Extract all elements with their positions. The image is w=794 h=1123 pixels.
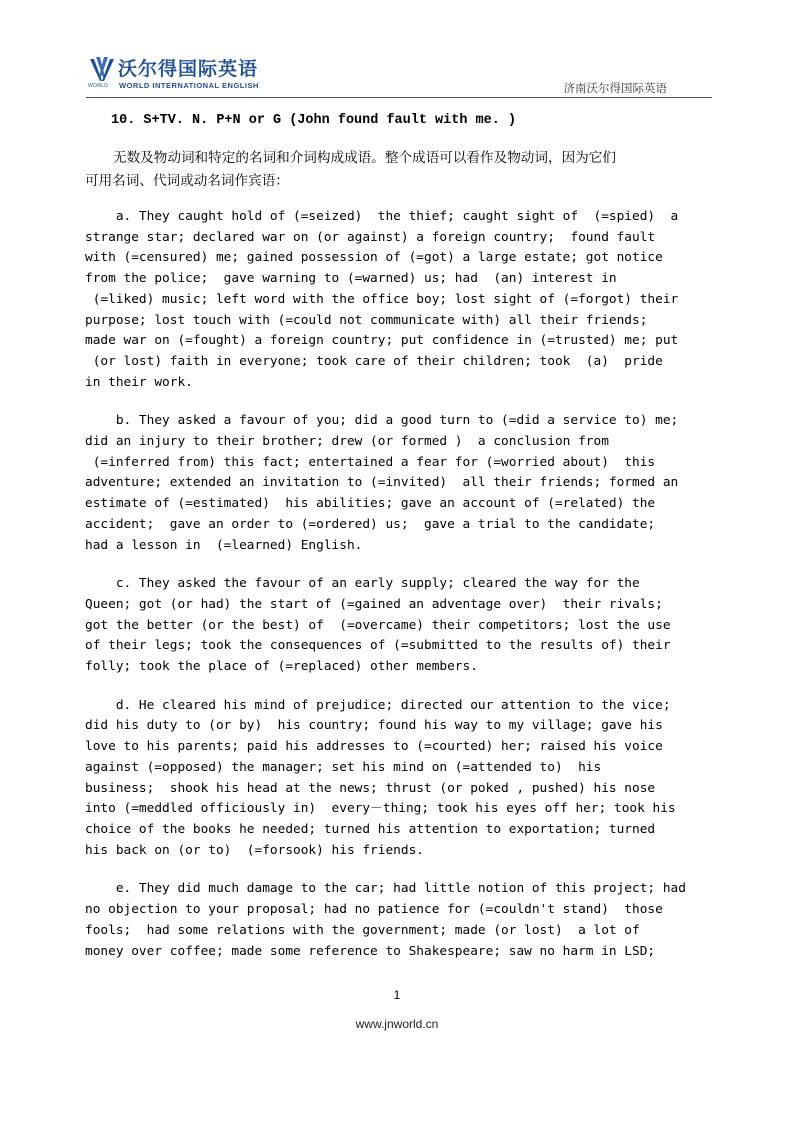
text-line: with (=censured) me; gained possession of (=got) a large estate; got notice	[85, 250, 663, 266]
footer-url: www.jnworld.cn	[355, 1017, 439, 1031]
logo-english-name: WORLD INTERNATIONAL ENGLISH	[119, 81, 259, 90]
text-line: into (=meddled officiously in) every－thing; took his eyes off her; took his	[85, 801, 676, 817]
text-line: got the better (or the best) of (=overcame) their competitors; lost the use	[85, 617, 671, 633]
text-line: d. He cleared his mind of prejudice; directed our attention to the vice;	[85, 697, 671, 713]
paragraph-e	[85, 879, 710, 962]
header-school-name: 济南沃尔得国际英语	[563, 81, 667, 95]
text-line: from the police; gave warning to (=warned) us; had (an) interest in	[85, 271, 617, 287]
text-line: had a lesson in (=learned) English.	[85, 537, 363, 553]
text-line: love to his parents; paid his addresses to (=courted) her; raised his voice	[85, 739, 663, 755]
paragraph-b	[85, 411, 710, 556]
page-number: 1	[393, 988, 401, 1002]
text-line: did his duty to (or by) his country; found his way to my village; gave his	[85, 718, 663, 734]
intro-line: 可用名词、代词或动名词作宾语：	[85, 173, 289, 189]
text-line: (=inferred from) this fact; entertained a fear for (=worried about) this	[85, 454, 656, 470]
text-line: Queen; got (or had) the start of (=gained an adventage over) their rivals;	[85, 596, 663, 612]
paragraph-d	[85, 696, 710, 862]
text-line: b. They asked a favour of you; did a good turn to (=did a service to) me;	[85, 413, 679, 429]
text-line: accident; gave an order to (=ordered) us; gave a trial to the candidate;	[85, 516, 656, 532]
paragraph-a	[85, 207, 710, 393]
text-line: did an injury to their brother; drew (or formed ) a conclusion from	[85, 434, 609, 450]
text-line: folly; took the place of (=replaced) other members.	[85, 659, 478, 675]
brand-logo	[88, 53, 278, 93]
text-line: his back on (or to) (=forsook) his friends.	[85, 842, 424, 858]
text-line: choice of the books he needed; turned his attention to exportation; turned	[85, 821, 656, 837]
text-line: (=liked) music; left word with the office boy; lost sight of (=forgot) their	[85, 291, 679, 307]
document-body	[85, 113, 710, 962]
text-line: e. They did much damage to the car; had little notion of this project; had	[85, 881, 686, 897]
logo-mark-text: WORLD	[88, 83, 109, 89]
intro-line: 无数及物动词和特定的名词和介词构成成语。整个成语可以看作及物动词，因为它们	[113, 150, 616, 166]
section-heading: 10. S+TV. N. P+N or G (John found fault with me. )	[111, 113, 517, 128]
section-intro	[85, 147, 710, 193]
text-line: c. They asked the favour of an early supply; cleared the way for the	[85, 576, 640, 592]
text-line: a. They caught hold of (=seized) the thief; caught sight of (=spied) a	[85, 209, 679, 224]
text-line: purpose; lost touch with (=could not communicate with) all their friends;	[85, 312, 648, 328]
text-line: money over coffee; made some reference to Shakespeare; saw no harm in LSD;	[85, 943, 656, 959]
header-divider	[86, 97, 712, 98]
text-line: (or lost) faith in everyone; took care of their children; took (a) pride	[85, 353, 663, 369]
text-line: estimate of (=estimated) his abilities; gave an account of (=related) the	[85, 496, 656, 512]
logo-chinese-name: 沃尔得国际英语	[118, 58, 259, 80]
text-line: against (=opposed) the manager; set his mind on (=attended to) his	[85, 759, 602, 775]
text-line: adventure; extended an invitation to (=invited) all their friends; formed an	[85, 475, 679, 491]
text-line: made war on (=fought) a foreign country; put confidence in (=trusted) me; put	[85, 333, 679, 349]
text-line: in their work.	[85, 374, 193, 390]
text-line: fools; had some relations with the government; made (or lost) a lot of	[85, 922, 640, 938]
text-line: strange star; declared war on (or against) a foreign country; found fault	[85, 229, 656, 245]
text-line: business; shook his head at the news; thrust (or poked , pushed) his nose	[85, 780, 656, 796]
text-line: of their legs; took the consequences of (=submitted to the results of) their	[85, 638, 671, 654]
paragraph-c	[85, 574, 710, 678]
text-line: no objection to your proposal; had no patience for (=couldn't stand) those	[85, 902, 663, 918]
